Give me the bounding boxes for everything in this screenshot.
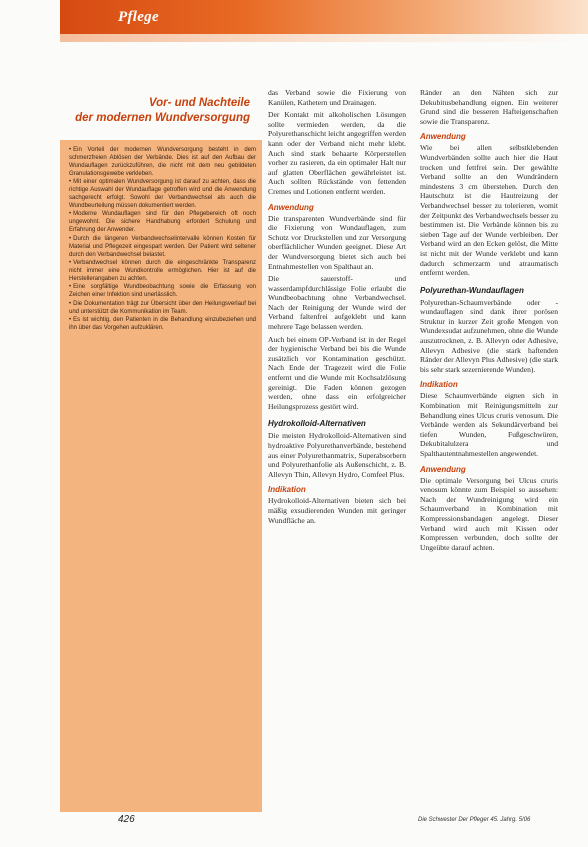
- body-paragraph: Wie bei allen selbstklebenden Wundverbänden sollte auch hier die Haut trocken und fettfrei sein. Der gewählte Verband sollte an den Wundrändern mindestens 3 cm überstehen. Durch den Hautschutz ist die Hautreizung der Verbandwechsel besser zu tolerieren, womit der Zeitpunkt des Verbandwechsels besser zu bestimmen ist. Die Verbände können bis zu sieben Tage auf der Wunde verbleiben. Der Verband wird an den Ecken gelöst, die Mitte ist nicht mit der Wunde verklebt und kann dadurch schmerzarm und atraumatisch entfernt werden.: [420, 143, 558, 278]
- article-title-line-2: der modernen Wundversorgung: [75, 112, 250, 124]
- list-item: • Mit einer optimalen Wundversorgung ist darauf zu achten, dass die richtige Auswahl der Wundauflage getroffen wird und die Anwendung sachgerecht erfolgt. Sowohl der Verbandwechsel als auch die Wundbeurteilung müssen dokumentiert werden.: [69, 179, 256, 211]
- journal-footer: Die Schwester Der Pfleger 45. Jahrg. 5/06: [418, 817, 531, 823]
- text-column-right: [414, 88, 560, 828]
- article-title: [70, 96, 250, 126]
- subheading-anwendung: Anwendung: [420, 464, 466, 474]
- subheading-indikation: Indikation: [420, 380, 458, 390]
- list-item: • Moderne Wundauflagen sind für den Pflegebereich oft noch ungewohnt. Die sichere Handhabung erfordert Schulung und Erfahrung der Anwender.: [69, 211, 256, 235]
- body-paragraph: Ränder an den Nähten sich zur Dekubitusbehandlung eignen. Ein weiterer Grund sind die besseren Hafteigenschaften sowie die Transparenz.: [420, 88, 558, 126]
- list-item: • Es ist wichtig, den Patienten in die Behandlung einzubeziehen und ihn über das Vorgehen aufzuklären.: [69, 317, 256, 333]
- body-paragraph: Die transparenten Wundverbände sind für die Fixierung von Wundauflagen, zum Schutz vor Druckstellen und zur Versorgung oberflächlicher Wunden geeignet. Diese Art der Wundversorgung bietet sich auch bei Entnahmestellen von Spalthaut an.: [268, 213, 406, 271]
- page-number: 426: [118, 814, 135, 825]
- text-column-middle: [264, 88, 410, 828]
- list-item: • Die Dokumentation trägt zur Übersicht über den Heilungsverlauf bei und unterstützt die Kommunikation im Team.: [69, 301, 256, 317]
- pros-cons-info-box: [60, 140, 262, 812]
- section-title: Pflege: [118, 9, 159, 25]
- body-paragraph: Auch bei einem OP-Verband ist in der Regel der hygienische Verband bei bis die Wunde zusätzlich vor Kontamination geschützt. Nach Ende der Tragezeit wird die Folie entfernt und die Wunde mit Kochsalzlösung gereinigt. Die Faden können gezogen werden, ohne dass ein erfolgreicher Heilungsprozess gestört wird.: [268, 334, 406, 411]
- body-paragraph: Die sauerstoff- und wasserdampfdurchlässige Folie erlaubt die Wundbeobachtung ohne Verbandwechsel. Nach der Reinigung der Wunde wird der Verband faltenfrei aufgeklebt und kann mehrere Tage belassen werden.: [268, 274, 406, 332]
- list-item: • Durch die längeren Verbandwechselintervalle können Kosten für Material und Pflegezeit eingespart werden. Der Patient wird seltener durch den Verbandwechsel belastet.: [69, 236, 256, 260]
- article-title-line-1: Vor- und Nachteile: [148, 97, 250, 109]
- body-paragraph: Hydrokolloid-Alternativen bieten sich bei mäßig exsudierenden Wunden mit geringer Wundfläche an.: [268, 496, 406, 525]
- section-heading-hydrokolloid: Hydrokolloid-Alternativen: [268, 419, 366, 429]
- body-paragraph: Polyurethan-Schaumverbände oder -wundauflagen sind dank ihrer porösen Struktur in kurzer Zeit große Mengen von Wundexsudat aufzunehmen, ohne die Wunde auszutrocknen, z. B. Allevyn oder Adhesive, Allevyn Adhesive (die stark haftenden Ränder der Allevyn Plus Adhesive) (die stark bis sehr stark sezernierende Wunden).: [420, 297, 558, 374]
- subheading-anwendung: Anwendung: [268, 202, 314, 212]
- list-item: • Ein Vorteil der modernen Wundversorgung besteht in dem schmerzfreien Ablösen der Verbände. Dies ist auf den Aufbau der Wundauflagen zurückzuführen, die nicht mit dem neu gebildeten Granulationsgewebe verkleben.: [69, 147, 256, 179]
- body-paragraph: das Verband sowie die Fixierung von Kanülen, Kathetern und Drainagen.: [268, 88, 406, 107]
- list-item: • Eine sorgfältige Wundbeobachtung sowie die Erfassung von Zeichen einer Infektion sind unerlässlich.: [69, 284, 256, 300]
- subheading-indikation: Indikation: [268, 485, 306, 495]
- section-heading-polyurethan: Polyurethan-Wundauflagen: [420, 285, 524, 295]
- pros-cons-list: [69, 147, 256, 333]
- body-paragraph: Die optimale Versorgung bei Ulcus cruris venosum könnte zum Beispiel so aussehen: Nach der Wundreinigung wird ein Schaumverband in Kombination mit Kompressionsbandagen angelegt. Dieser Verband wird auch mit Kissen oder Kompressen verbunden, doch sollte der Ungeübte darauf achten.: [420, 475, 558, 552]
- body-paragraph: Diese Schaumverbände eignen sich in Kombination mit Reinigungsmitteln zur Behandlung eines Ulcus cruris venosum. Die Verbände werden als Sekundärverband bei tiefen Wunden, Fußgeschwüren, Dekubitalulzera und Spalthautentnahmestellen angewendet.: [420, 391, 558, 458]
- list-item: • Verbandwechsel können durch die eingeschränkte Transparenz nicht immer eine Wundkontrolle ermöglichen. Hier ist auf die Herstellerangaben zu achten.: [69, 260, 256, 284]
- subheading-anwendung: Anwendung: [420, 132, 466, 142]
- body-paragraph: Der Kontakt mit alkoholischen Lösungen sollte vermieden werden, da die Polyurethanschicht leicht angegriffen werden kann oder der Verband nicht mehr klebt. Auch sind stark behaarte Körperstellen vorher zu rasieren, da ein optimaler Halt nur auf glatten Oberflächen gewährleistet ist. Auch sollten Rückstände von fettenden Cremes und Lotionen entfernt werden.: [268, 110, 406, 196]
- body-paragraph: Die meisten Hydrokolloid-Alternativen sind hydroaktive Polyurethanverbände, bestehend aus einer Polyurethanmatrix, Superabsorbern und Polyurethanfolie als Außenschicht, z. B. Allevyn Thin, Allevyn Hydro, Comfeel Plus.: [268, 431, 406, 479]
